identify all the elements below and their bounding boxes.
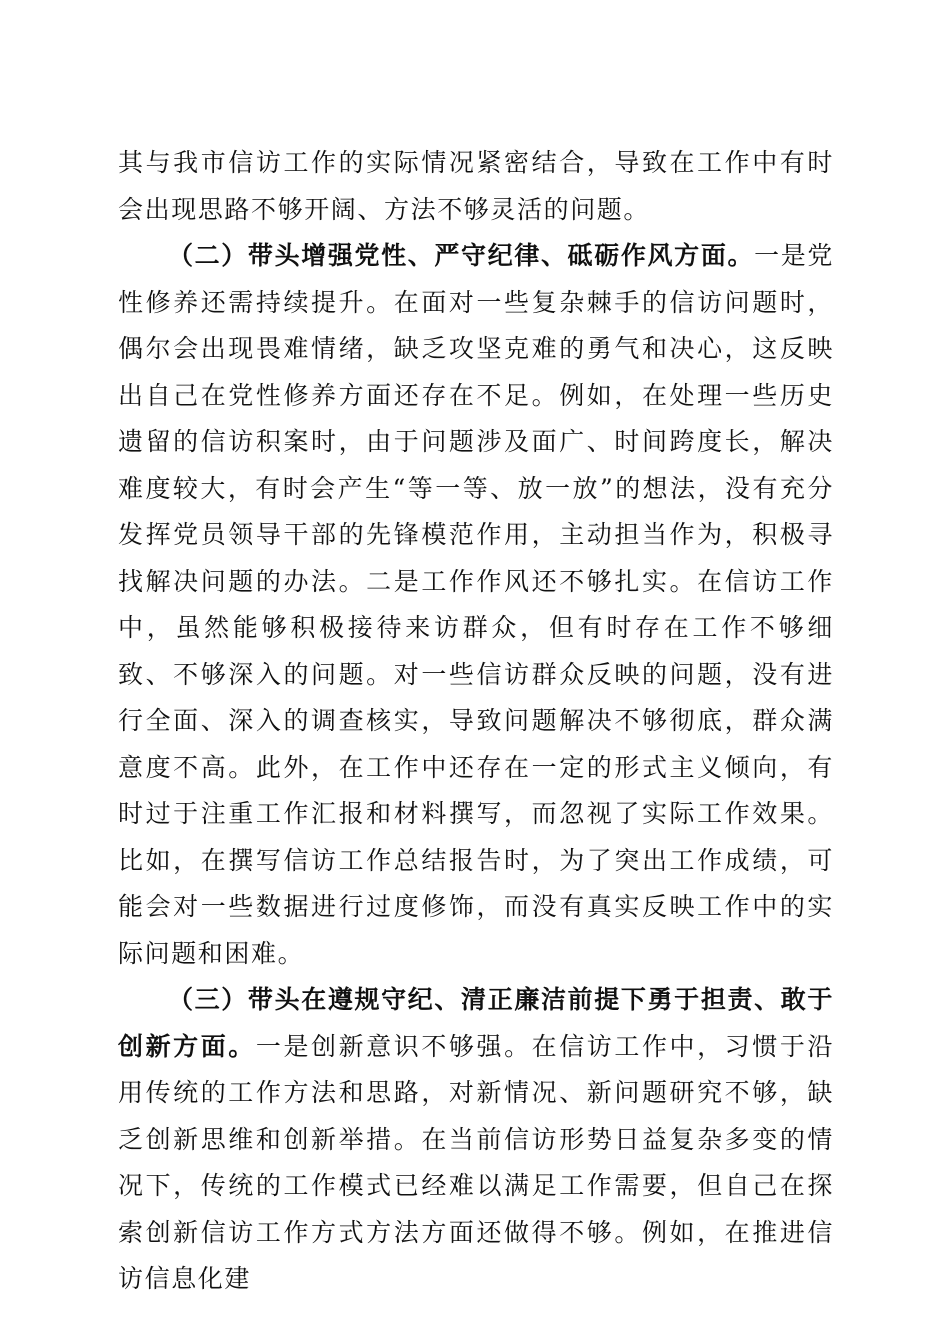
paragraph-continuation: [118, 140, 834, 233]
section-heading: （三）带头在遵规守纪、清正廉洁前提下勇于担责、敢于创新方面。: [118, 985, 834, 1061]
paragraph-text: 一是党性修养还需持续提升。在面对一些复杂棘手的信访问题时，偶尔会出现畏难情绪，缺乏攻坚克难的勇气和决心，这反映出自己在党性修养方面还存在不足。例如，在处理一些历史遗留的信访积案时，由于问题涉及面广、时间跨度长，解决难度较大，有时会产生“等一等、放一放”的想法，没有充分发挥党员领导干部的先锋模范作用，主动担当作为，积极寻找解决问题的办法。二是工作作风还不够扎实。在信访工作中，虽然能够积极接待来访群众，但有时存在工作不够细致、不够深入的问题。对一些信访群众反映的问题，没有进行全面、深入的调查核实，导致问题解决不够彻底，群众满意度不高。此外，在工作中还存在一定的形式主义倾向，有时过于注重工作汇报和材料撰写，而忽视了实际工作效果。比如，在撰写信访工作总结报告时，为了突出工作成绩，可能会对一些数据进行过度修饰，而没有真实反映工作中的实际问题和困难。: [118, 241, 834, 968]
section-heading: （二）带头增强党性、严守纪律、砥砺作风方面。: [168, 241, 755, 270]
paragraph-section-2: [118, 233, 834, 977]
paragraph-text: 其与我市信访工作的实际情况紧密结合，导致在工作中有时会出现思路不够开阔、方法不够灵活的问题。: [118, 148, 834, 224]
paragraph-text: 一是创新意识不够强。在信访工作中，习惯于沿用传统的工作方法和思路，对新情况、新问题研究不够，缺乏创新思维和创新举措。在当前信访形势日益复杂多变的情况下，传统的工作模式已经难以满足工作需要，但自己在探索创新信访工作方式方法方面还做得不够。例如，在推进信访信息化建: [118, 1031, 834, 1293]
document-body: [118, 140, 834, 1303]
paragraph-section-3: [118, 977, 834, 1303]
